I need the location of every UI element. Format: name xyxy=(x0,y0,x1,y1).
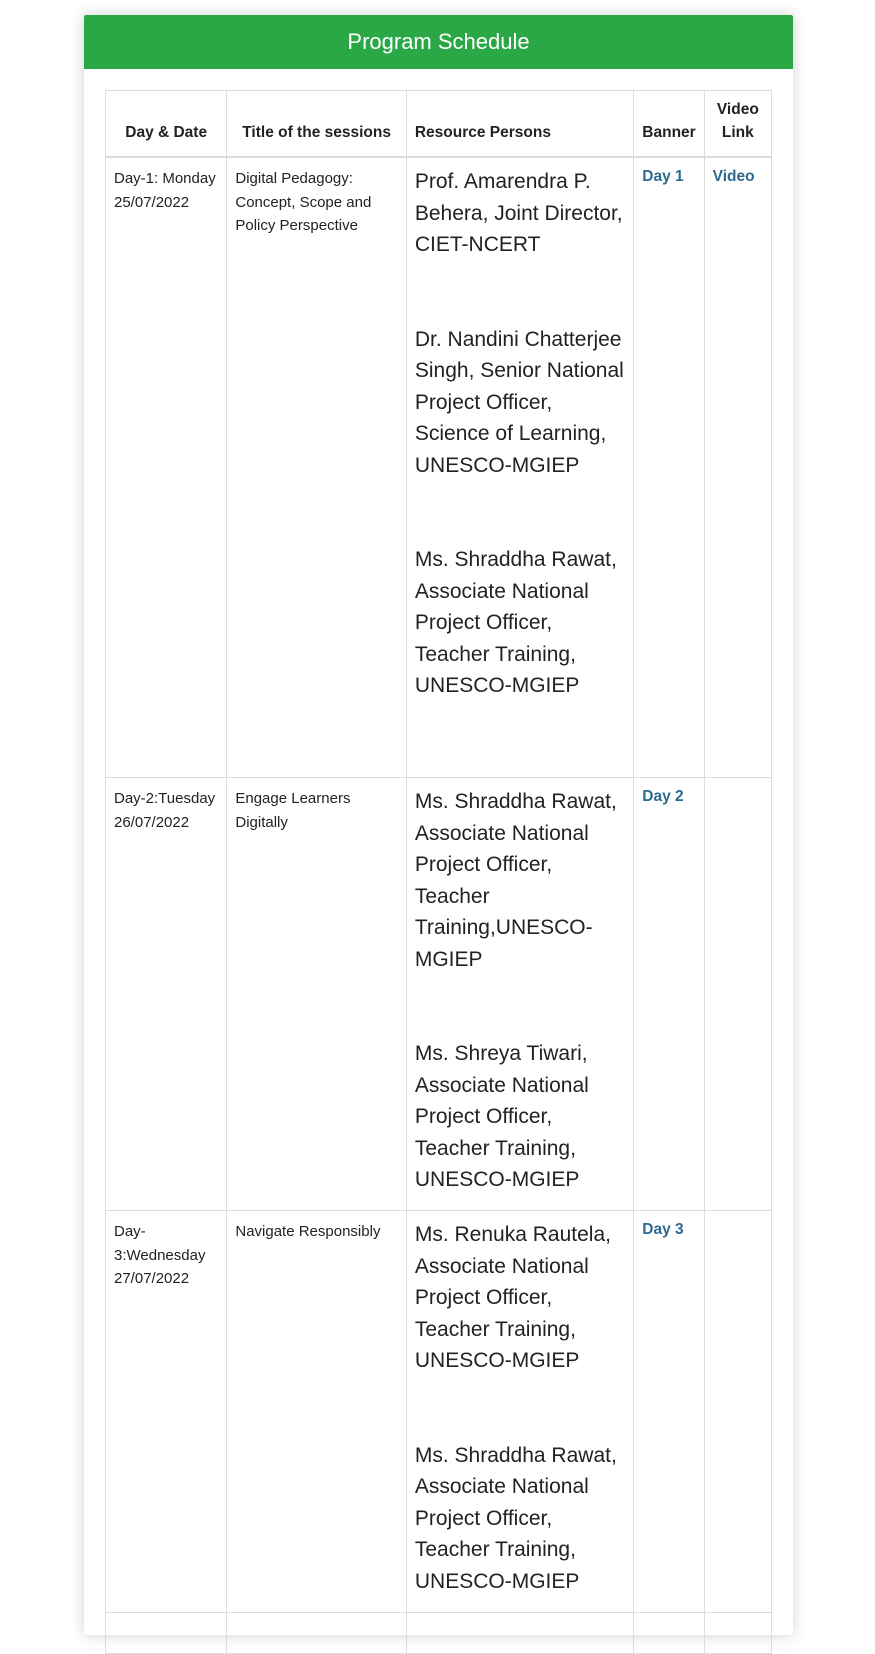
banner-cell xyxy=(634,778,704,1211)
schedule-card xyxy=(84,15,793,1635)
video-cell xyxy=(704,1211,771,1613)
banner-link-day-1[interactable]: Day 1 xyxy=(642,168,684,185)
banner-link-day-2[interactable]: Day 2 xyxy=(642,788,684,805)
session-title-cell: Navigate Responsibly xyxy=(227,1211,407,1613)
video-cell xyxy=(704,157,771,778)
resource-person: Ms. Shreya Tiwari, Associate National Project Officer, Teacher Training, UNESCO-MGIEP xyxy=(414,1042,589,1191)
resource-person: Ms. Shraddha Rawat, Associate National Project Officer, Teacher Training, UNESCO-MGIEP xyxy=(414,1443,617,1593)
column-header-title: Title of the sessions xyxy=(227,91,407,158)
resource-person: Ms. Shraddha Rawat, Associate National Project Officer, Teacher Training, UNESCO-MGIEP xyxy=(414,548,617,697)
day-date-cell: Day-3:Wednesday 27/07/2022 xyxy=(106,1211,227,1613)
card-body xyxy=(84,69,793,1654)
resource-persons-cell xyxy=(406,1613,633,1654)
video-link[interactable]: Video xyxy=(712,168,755,185)
table-row xyxy=(106,1211,772,1613)
banner-cell xyxy=(634,1613,704,1654)
day-date-cell xyxy=(106,1613,227,1654)
session-title-cell xyxy=(227,1613,407,1654)
resource-person: Prof. Amarendra P. Behera, Joint Director, CIET-NCERT xyxy=(414,170,623,256)
resource-person: Ms. Renuka Rautela, Associate National Project Officer, Teacher Training, UNESCO-MGIEP xyxy=(414,1223,611,1372)
resource-person: Ms. Shraddha Rawat, Associate National Project Officer, Teacher Training,UNESCO-MGIEP xyxy=(414,790,617,971)
video-cell xyxy=(704,778,771,1211)
session-title-cell: Engage Learners Digitally xyxy=(227,778,407,1211)
resource-persons-cell xyxy=(406,778,633,1211)
day-date-cell: Day-1: Monday 25/07/2022 xyxy=(106,157,227,778)
session-title-cell: Digital Pedagogy: Concept, Scope and Policy Perspective xyxy=(227,157,407,778)
banner-link-day-3[interactable]: Day 3 xyxy=(642,1221,684,1238)
table-header-row xyxy=(106,91,772,158)
column-header-resource-persons: Resource Persons xyxy=(406,91,633,158)
column-header-day-date: Day & Date xyxy=(106,91,227,158)
resource-person: Dr. Nandini Chatterjee Singh, Senior National Project Officer, Science of Learning, UNESCO-MGIEP xyxy=(414,327,624,477)
table-row xyxy=(106,157,772,778)
banner-cell xyxy=(634,157,704,778)
table-row xyxy=(106,778,772,1211)
table-row xyxy=(106,1613,772,1654)
card-title: Program Schedule xyxy=(84,15,793,69)
banner-cell xyxy=(634,1211,704,1613)
schedule-table xyxy=(105,90,772,1654)
video-cell xyxy=(704,1613,771,1654)
column-header-banner: Banner xyxy=(634,91,704,158)
column-header-video-link: Video Link xyxy=(704,91,771,158)
day-date-cell: Day-2:Tuesday 26/07/2022 xyxy=(106,778,227,1211)
resource-persons-cell xyxy=(406,1211,633,1613)
resource-persons-cell xyxy=(406,157,633,778)
